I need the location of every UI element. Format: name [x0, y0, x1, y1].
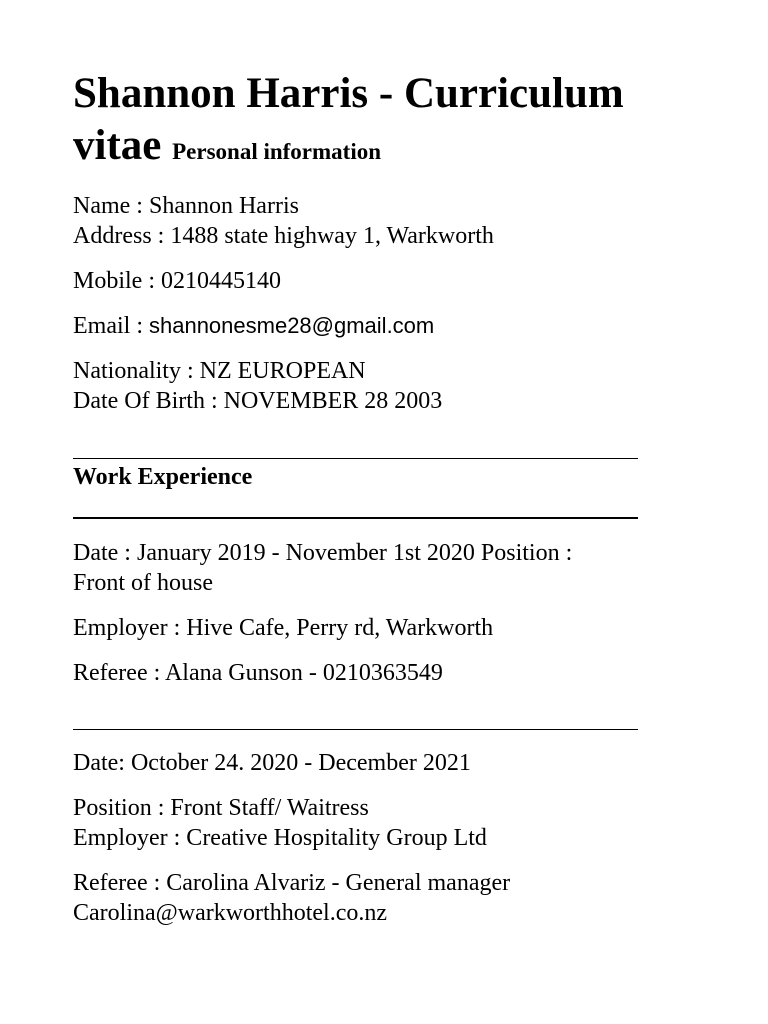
divider: [73, 517, 638, 519]
divider: [73, 729, 638, 730]
section-title-personal: Personal information: [172, 139, 382, 164]
job1-position-line: Front of house: [73, 570, 213, 596]
nationality-line: Nationality : NZ EUROPEAN: [73, 358, 366, 384]
job2-referee-line: Referee : Carolina Alvariz - General manager: [73, 870, 511, 896]
page-title: [73, 68, 713, 178]
job1-employer-line: Employer : Hive Cafe, Perry rd, Warkworth: [73, 615, 494, 641]
job2-date-line: Date: October 24. 2020 - December 2021: [73, 750, 471, 776]
job2-referee-email: Carolina@warkworthhotel.co.nz: [73, 900, 388, 926]
dob-line: Date Of Birth : NOVEMBER 28 2003: [73, 388, 443, 414]
mobile-line: Mobile : 0210445140: [73, 268, 281, 294]
address-line: Address : 1488 state highway 1, Warkworth: [73, 223, 494, 249]
document-title: Shannon Harris - Curriculum vitae: [73, 70, 624, 169]
job2-position-line: Position : Front Staff/ Waitress: [73, 795, 369, 821]
job2-employer-line: Employer : Creative Hospitality Group Ltd: [73, 825, 487, 851]
email-label: Email :: [73, 313, 149, 339]
section-heading-work: Work Experience: [73, 464, 253, 490]
email-value: shannonesme28@gmail.com: [148, 313, 435, 338]
job1-referee-line: Referee : Alana Gunson - 0210363549: [73, 660, 443, 686]
divider: [73, 458, 638, 459]
email-line: [73, 311, 434, 341]
name-line: Name : Shannon Harris: [73, 193, 299, 219]
job1-date-line: Date : January 2019 - November 1st 2020 Position :: [73, 540, 573, 566]
